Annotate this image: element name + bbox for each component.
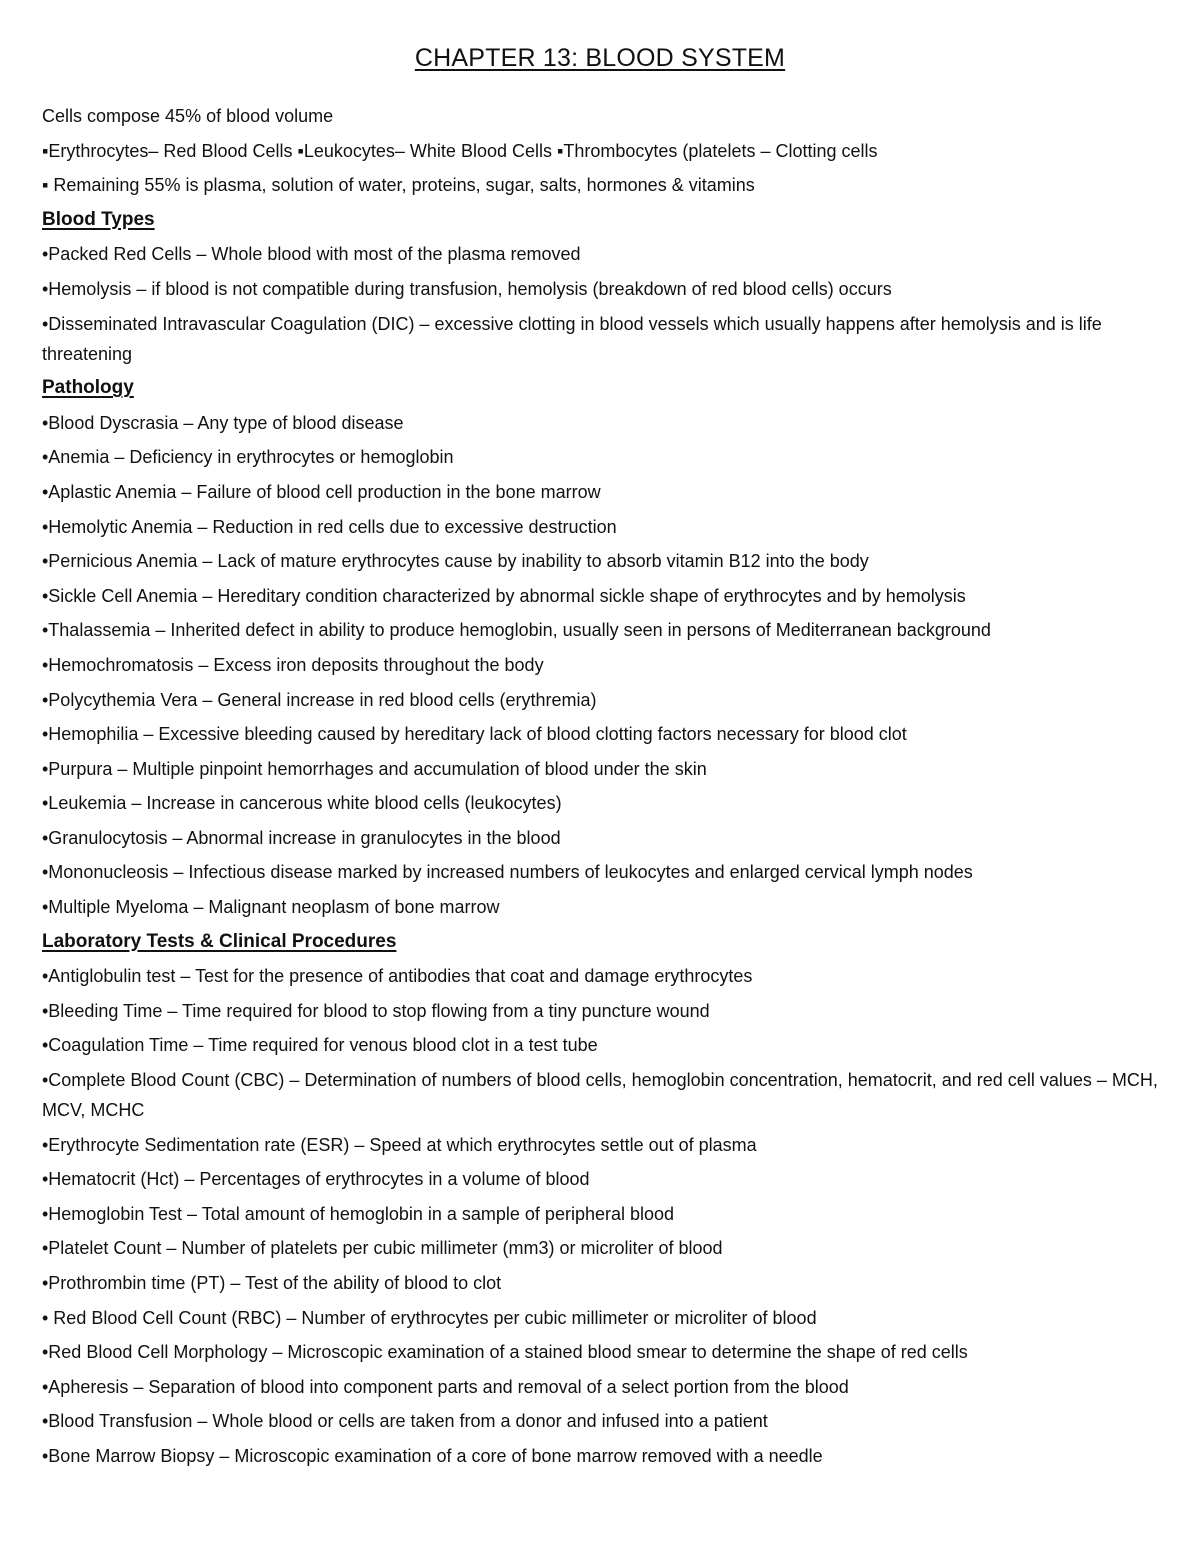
list-item: •Red Blood Cell Morphology – Microscopic examination of a stained blood smear to determine the shape of red cells xyxy=(42,1342,968,1363)
list-item: •Hemoglobin Test – Total amount of hemoglobin in a sample of peripheral blood xyxy=(42,1203,675,1224)
document-body xyxy=(42,101,1162,1476)
list-item: •Prothrombin time (PT) – Test of the ability of blood to clot xyxy=(42,1273,502,1293)
list-item: •Thalassemia – Inherited defect in ability to produce hemoglobin, usually seen in persons of Mediterranean background xyxy=(42,620,991,641)
list-item: •Blood Transfusion – Whole blood or cells are taken from a donor and infused into a patient xyxy=(42,1411,768,1432)
intro-line: Cells compose 45% of blood volume xyxy=(42,106,334,126)
section-heading: Pathology xyxy=(42,377,134,399)
list-item: •Antiglobulin test – Test for the presence of antibodies that coat and damage erythrocytes xyxy=(42,966,753,987)
list-item: •Blood Dyscrasia – Any type of blood disease xyxy=(42,412,404,433)
list-item: •Apheresis – Separation of blood into component parts and removal of a select portion from the blood xyxy=(42,1376,849,1397)
list-item: •Hemochromatosis – Excess iron deposits throughout the body xyxy=(42,654,544,675)
list-item: •Bleeding Time – Time required for blood to stop flowing from a tiny puncture wound xyxy=(42,1000,710,1021)
list-item: •Anemia – Deficiency in erythrocytes or hemoglobin xyxy=(42,447,454,468)
intro-line: ▪ Remaining 55% is plasma, solution of water, proteins, sugar, salts, hormones & vitamins xyxy=(42,175,755,196)
list-item: •Platelet Count – Number of platelets per cubic millimeter (mm3) or microliter of blood xyxy=(42,1238,723,1259)
list-item: •Purpura – Multiple pinpoint hemorrhages and accumulation of blood under the skin xyxy=(42,758,707,779)
list-item: •Leukemia – Increase in cancerous white blood cells (leukocytes) xyxy=(42,793,562,814)
list-item: •Hemolytic Anemia – Reduction in red cells due to excessive destruction xyxy=(42,516,617,537)
list-item: •Complete Blood Count (CBC) – Determination of numbers of blood cells, hemoglobin concentration, hematocrit, and red cell values – MCH, MCV, MCHC xyxy=(42,1070,1158,1121)
list-item: •Coagulation Time – Time required for venous blood clot in a test tube xyxy=(42,1035,598,1056)
list-item: •Polycythemia Vera – General increase in red blood cells (erythremia) xyxy=(42,689,597,710)
list-item: •Hematocrit (Hct) – Percentages of erythrocytes in a volume of blood xyxy=(42,1169,590,1190)
list-item: •Mononucleosis – Infectious disease marked by increased numbers of leukocytes and enlarged cervical lymph nodes xyxy=(42,862,973,883)
list-item: •Bone Marrow Biopsy – Microscopic examination of a core of bone marrow removed with a needle xyxy=(42,1445,823,1466)
list-item: •Pernicious Anemia – Lack of mature erythrocytes cause by inability to absorb vitamin B12 into the body xyxy=(42,551,869,572)
list-item: • Red Blood Cell Count (RBC) – Number of erythrocytes per cubic millimeter or microliter of blood xyxy=(42,1307,817,1328)
list-item: •Erythrocyte Sedimentation rate (ESR) – Speed at which erythrocytes settle out of plasma xyxy=(42,1134,757,1155)
list-item: •Multiple Myeloma – Malignant neoplasm of bone marrow xyxy=(42,897,500,918)
list-item: •Sickle Cell Anemia – Hereditary condition characterized by abnormal sickle shape of erythrocytes and by hemolysis xyxy=(42,585,966,606)
intro-line: ▪Erythrocytes– Red Blood Cells ▪Leukocytes– White Blood Cells ▪Thrombocytes (platelets – Clotting cells xyxy=(42,140,878,161)
list-item: •Hemolysis – if blood is not compatible during transfusion, hemolysis (breakdown of red blood cells) occurs xyxy=(42,278,892,299)
section-heading: Laboratory Tests & Clinical Procedures xyxy=(42,930,397,952)
list-item: •Packed Red Cells – Whole blood with most of the plasma removed xyxy=(42,244,581,265)
list-item: •Aplastic Anemia – Failure of blood cell production in the bone marrow xyxy=(42,481,601,502)
list-item: •Disseminated Intravascular Coagulation (DIC) – excessive clotting in blood vessels which usually happens after hemolysis and is life threatening xyxy=(42,313,1102,364)
list-item: •Hemophilia – Excessive bleeding caused by hereditary lack of blood clotting factors necessary for blood clot xyxy=(42,724,907,745)
list-item: •Granulocytosis – Abnormal increase in granulocytes in the blood xyxy=(42,827,561,848)
page-title: CHAPTER 13: BLOOD SYSTEM xyxy=(414,44,786,72)
section-heading: Blood Types xyxy=(42,208,155,230)
